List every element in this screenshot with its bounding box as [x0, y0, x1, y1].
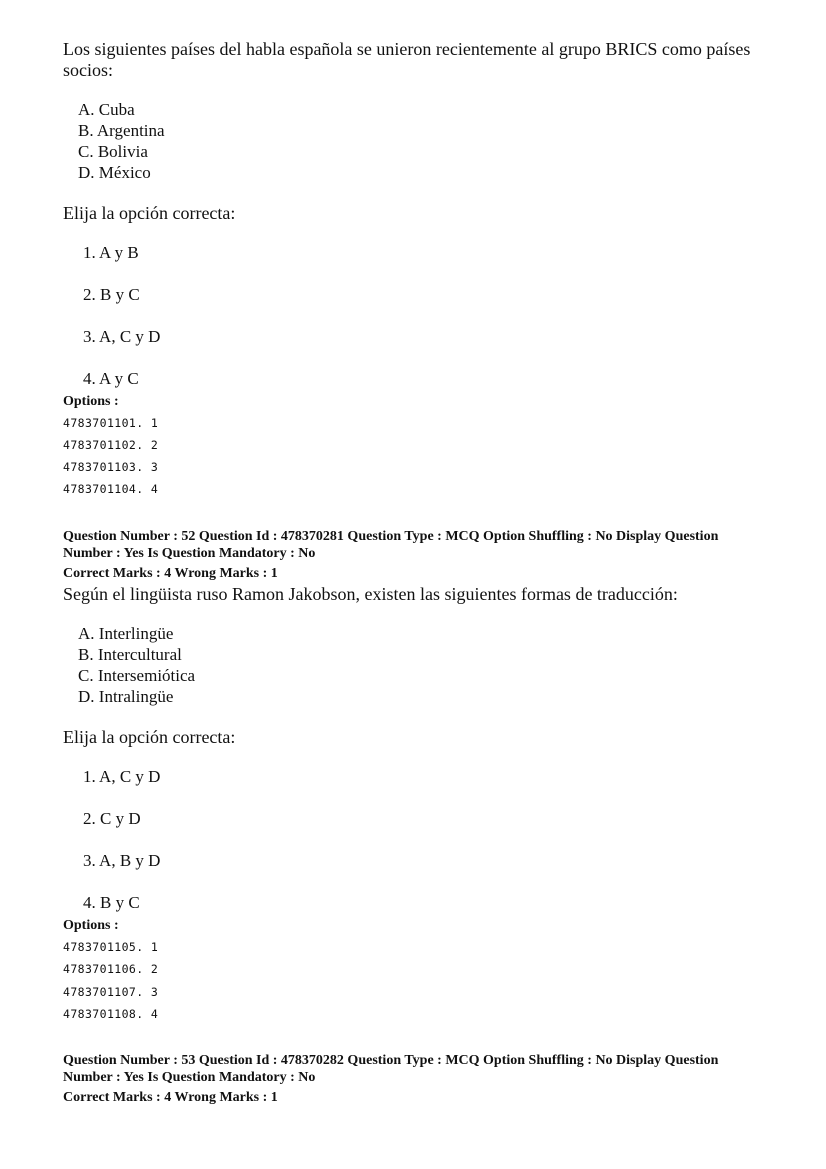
q52-choice-4: 4. B y C — [83, 893, 140, 912]
q52-options-label: Options : — [63, 918, 119, 933]
q51-instruction: Elija la opción correcta: — [63, 203, 236, 223]
q51-option-1: 4783701101. 1 — [63, 416, 159, 430]
q51-item-a: A. Cuba — [78, 100, 135, 119]
q53-marks: Correct Marks : 4 Wrong Marks : 1 — [63, 1090, 278, 1105]
q52-option-2: 4783701106. 2 — [63, 962, 159, 976]
q51-options-label: Options : — [63, 394, 119, 409]
q51-choice-1: 1. A y B — [83, 243, 139, 262]
q52-choice-2: 2. C y D — [83, 809, 141, 828]
q51-option-3: 4783701103. 3 — [63, 460, 159, 474]
q51-choice-4: 4. A y C — [83, 369, 139, 388]
q52-item-a: A. Interlingüe — [78, 624, 174, 643]
q52-item-d: D. Intralingüe — [78, 687, 174, 706]
q52-option-3: 4783701107. 3 — [63, 985, 159, 999]
q51-item-c: C. Bolivia — [78, 142, 148, 161]
q52-marks: Correct Marks : 4 Wrong Marks : 1 — [63, 566, 278, 581]
q51-choice-2: 2. B y C — [83, 285, 140, 304]
q53-meta-line1: Question Number : 53 Question Id : 478370282 Question Type : MCQ Option Shuffling : No Display Question — [63, 1053, 719, 1068]
q51-option-2: 4783701102. 2 — [63, 438, 159, 452]
q52-meta-line2: Number : Yes Is Question Mandatory : No — [63, 546, 316, 561]
q51-choice-3: 3. A, C y D — [83, 327, 161, 346]
q52-meta-line1: Question Number : 52 Question Id : 478370281 Question Type : MCQ Option Shuffling : No Display Question — [63, 529, 719, 544]
q52-item-b: B. Intercultural — [78, 645, 182, 664]
q52-instruction: Elija la opción correcta: — [63, 727, 236, 747]
q52-option-1: 4783701105. 1 — [63, 940, 159, 954]
q52-choice-3: 3. A, B y D — [83, 851, 161, 870]
q53-meta — [63, 1052, 783, 1106]
q51-option-4: 4783701104. 4 — [63, 482, 159, 496]
q52-choice-1: 1. A, C y D — [83, 767, 161, 786]
q52-meta — [63, 528, 783, 582]
q52-option-4: 4783701108. 4 — [63, 1007, 159, 1021]
question-52-text: Según el lingüista ruso Ramon Jakobson, existen las siguientes formas de traducción: — [63, 584, 678, 604]
q51-item-b: B. Argentina — [78, 121, 165, 140]
q52-item-c: C. Intersemiótica — [78, 666, 196, 685]
q53-meta-line2: Number : Yes Is Question Mandatory : No — [63, 1070, 316, 1085]
q51-item-d: D. México — [78, 163, 151, 182]
question-51-text: Los siguientes países del habla española se unieron recientemente al grupo BRICS como países socios: — [63, 39, 751, 80]
